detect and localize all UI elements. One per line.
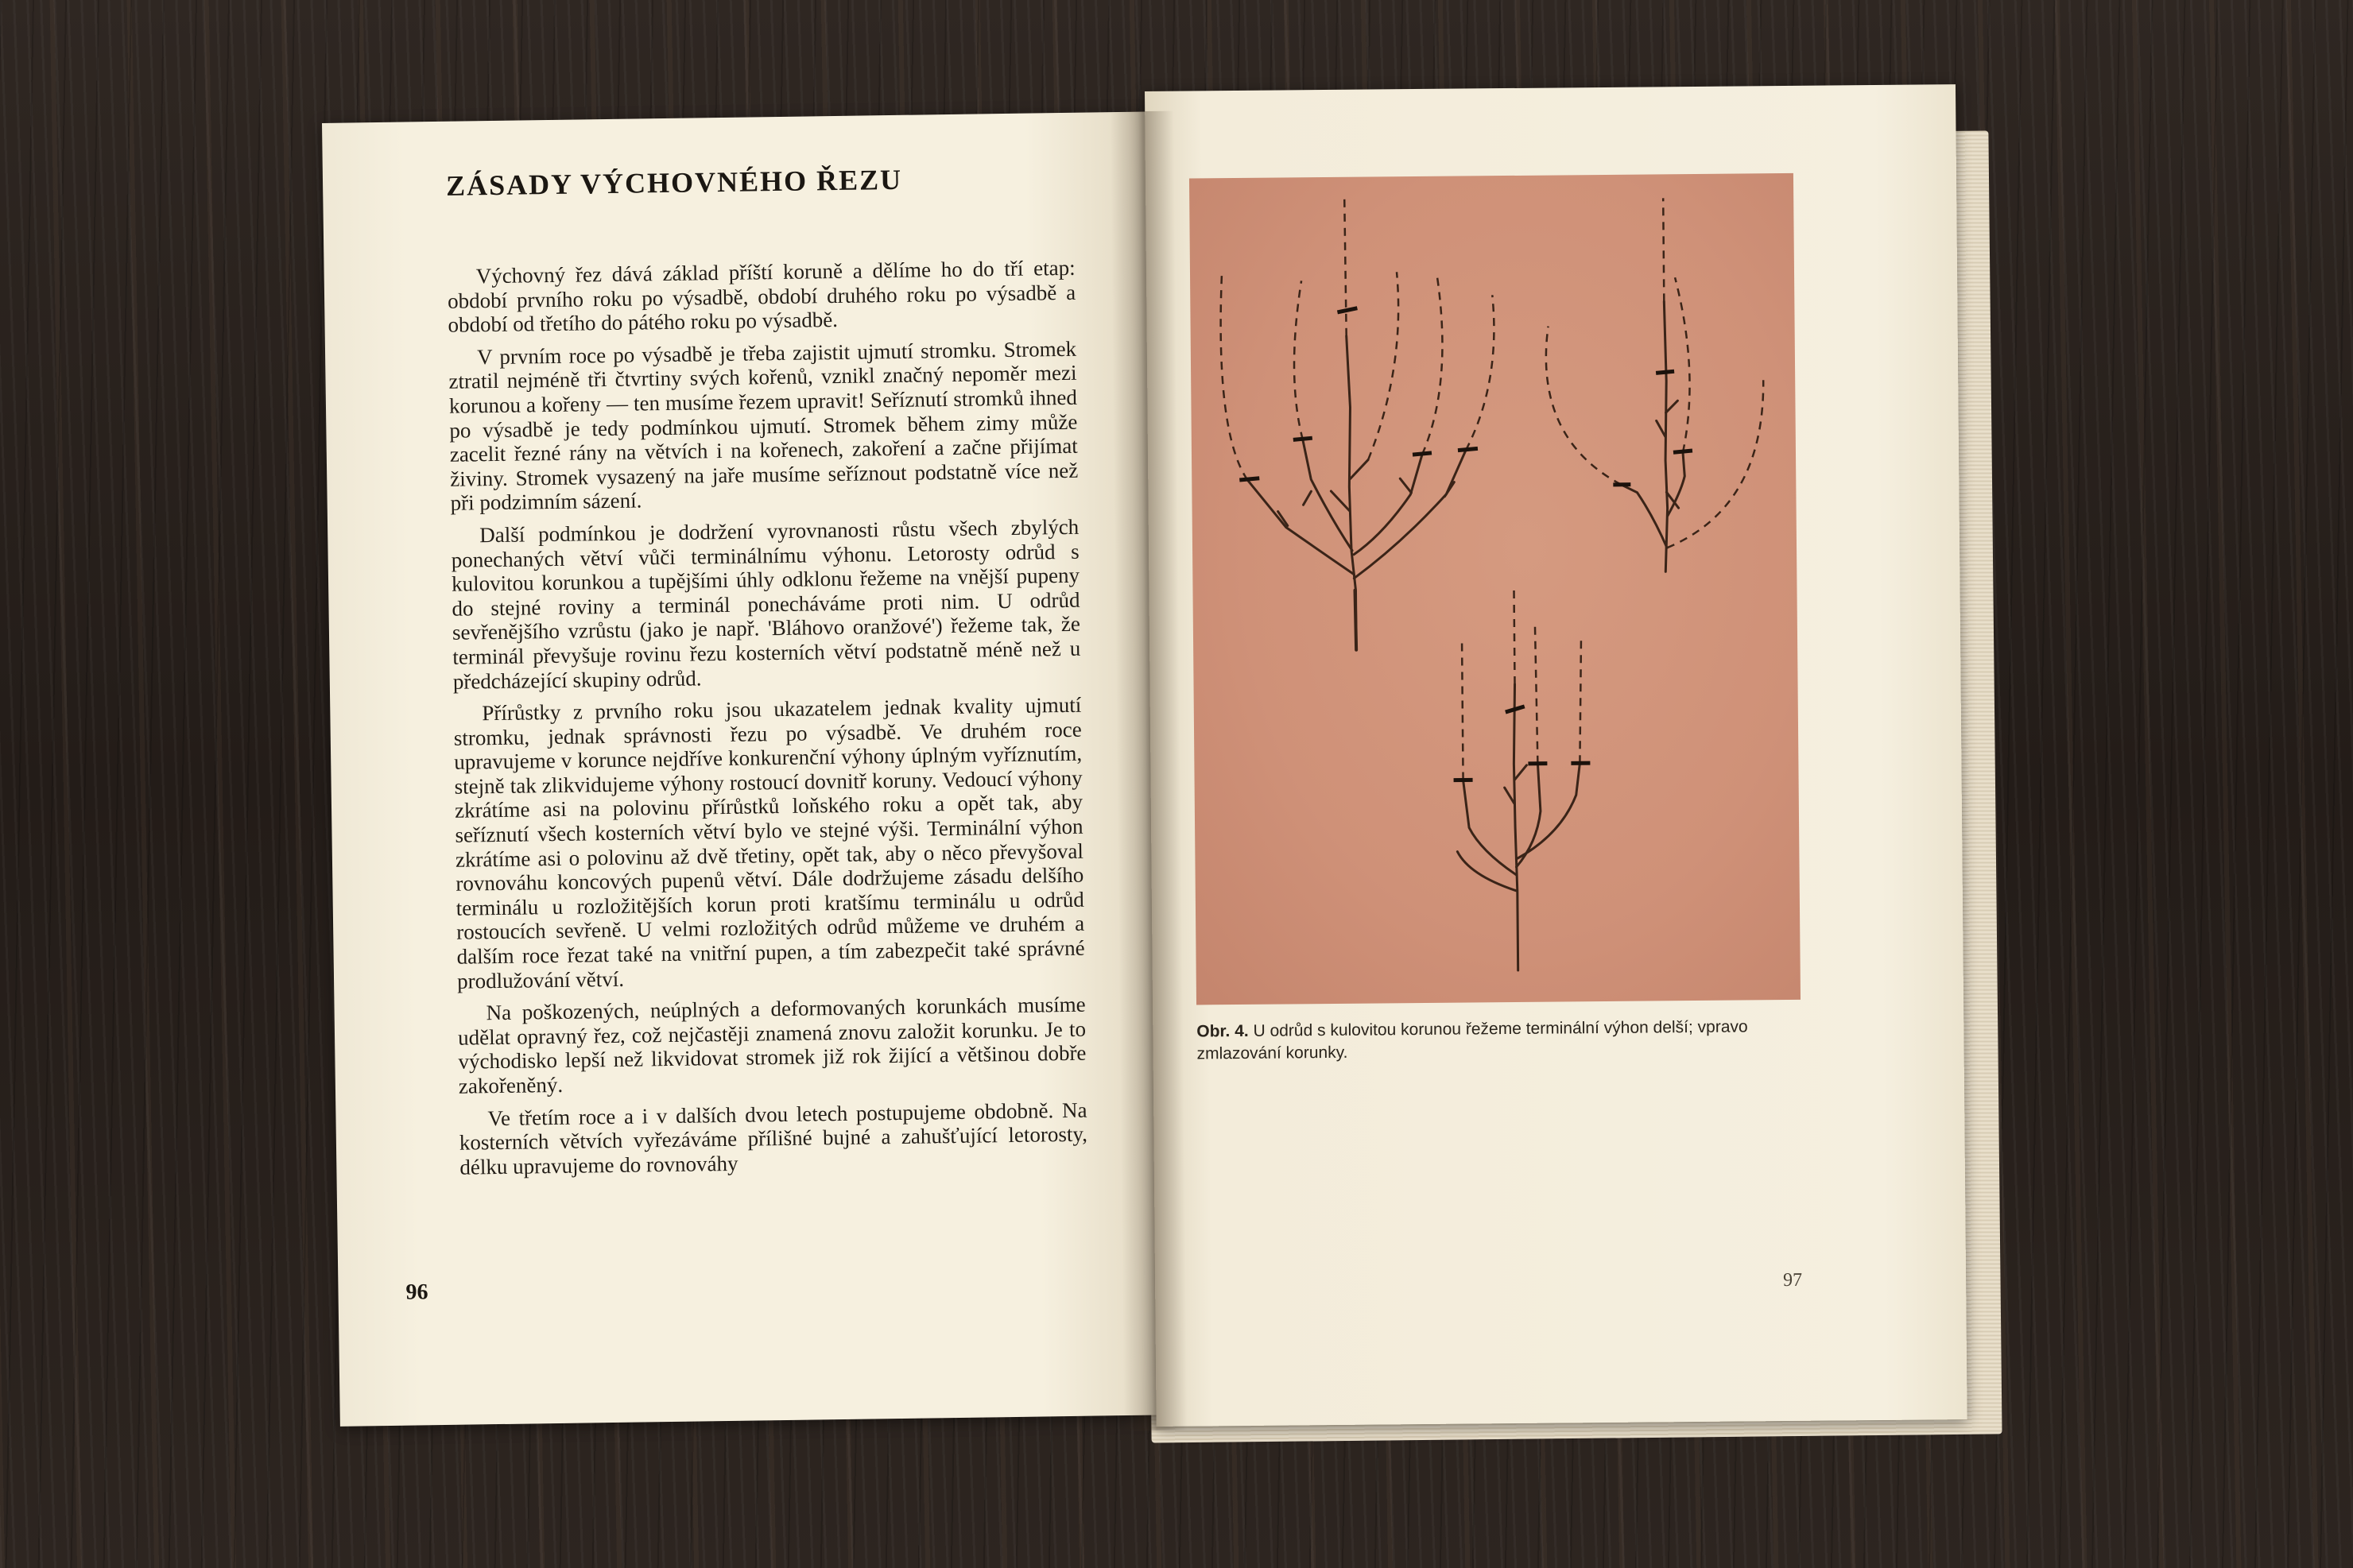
right-page [1145,84,1967,1427]
tree-rejuvenated [1456,683,1582,970]
figure-caption [1196,1016,1801,1066]
paragraph: Další podmínkou je dodržení vyrovnanosti růstu všech zbylých ponechaných větví vůči terminálnímu výhonu. Letorosty odrůd s kulovitou korunkou a tupějšími úhly odklonu řežeme na vnější pupeny do stejné roviny a terminál ponecháváme proti nim. U odrůd sevřenějšího vzrůstu (jako je např. 'Bláhovo oranžové') řežeme tak, že terminál převyšuje rovinu řezu kosterních větví podstatně méně než u předcházející skupiny odrůd. [451,514,1081,694]
chapter-heading: ZÁSADY VÝCHOVNÉHO ŘEZU [445,163,903,202]
tree-right [1619,301,1685,572]
page-number-left: 96 [405,1280,428,1305]
pruning-diagram [1189,173,1801,1005]
paragraph: V prvním roce po výsadbě je třeba zajistit ujmutí stromku. Stromek ztratil nejméně tři čtvrtiny svých kořenů, vznikl značný nepoměr mezi korunou a kořeny — ten musíme řezem upravit! Seříznutí stromků ihned po výsadbě je tedy podmínkou ujmutí. Stromek během zimy může zacelit řezné rány na větvích i na kořenech, zakoření a začne přijímat živiny. Stromek vysazený na jaře musíme seříznout podstatně více než při podzimním sázení. [448,336,1079,516]
paragraph: Na poškozených, neúplných a deformovaných korunkách musíme udělat opravný řez, což nejčastěji znamená znovu založit korunku. Je to východisko lepší než likvidovat stromek již rok žijící a většinou dobře zakořeněný. [457,992,1087,1098]
caption-label: Obr. 4. [1196,1021,1249,1041]
caption-text: U odrůd s kulovitou korunou řežeme terminální výhon delší; vpravo zmlazování korunky. [1196,1017,1748,1063]
page-number-right: 97 [1782,1269,1803,1291]
body-text [447,256,1087,1187]
figure-illustration [1189,173,1801,1005]
paragraph: Výchovný řez dává základ příští koruně a dělíme ho do tří etap: období prvního roku po výsadbě, období druhého roku po výsadbě a období od třetího do pátého roku po výsadbě. [447,255,1076,337]
paragraph: Ve třetím roce a i v dalších dvou letech postupujeme obdobně. Na kosterních větvích vyřezáváme přílišné bujné a zahušťující letorosty, délku upravujeme do rovnováhy [459,1098,1088,1179]
paragraph: Přírůstky z prvního roku jsou ukazatelem jednak kvality ujmutí stromku, jednak správnosti řezu po výsadbě. Ve druhém roce upravujeme v korunce nejdříve konkurenční výhony úplným vyříznutím, stejně tak zlikvidujeme výhony rostoucí dovnitř koruny. Vedoucí výhony zkrátíme asi na polovinu přírůstků loňského roku a opět tak, aby seříznutí všech kosterních větví bylo ve stejné výši. Terminální výhon zkrátíme asi o polovinu až dvě třetiny, opět tak, aby o něco převyšoval rovnováhu koncových pupenů větví. Dále dodržujeme zásadu delšího terminálu u rozložitějších korun proti kratšímu terminálu u odrůd rostoucích sevřeně. U velmi rozložitých odrůd můžeme ve druhém a dalším roce řezat také na vnitřní pupen, a tím zabezpečit také správné prodlužování větví. [453,692,1085,993]
tree-spherical-crown [1246,335,1467,650]
left-page [322,111,1167,1426]
